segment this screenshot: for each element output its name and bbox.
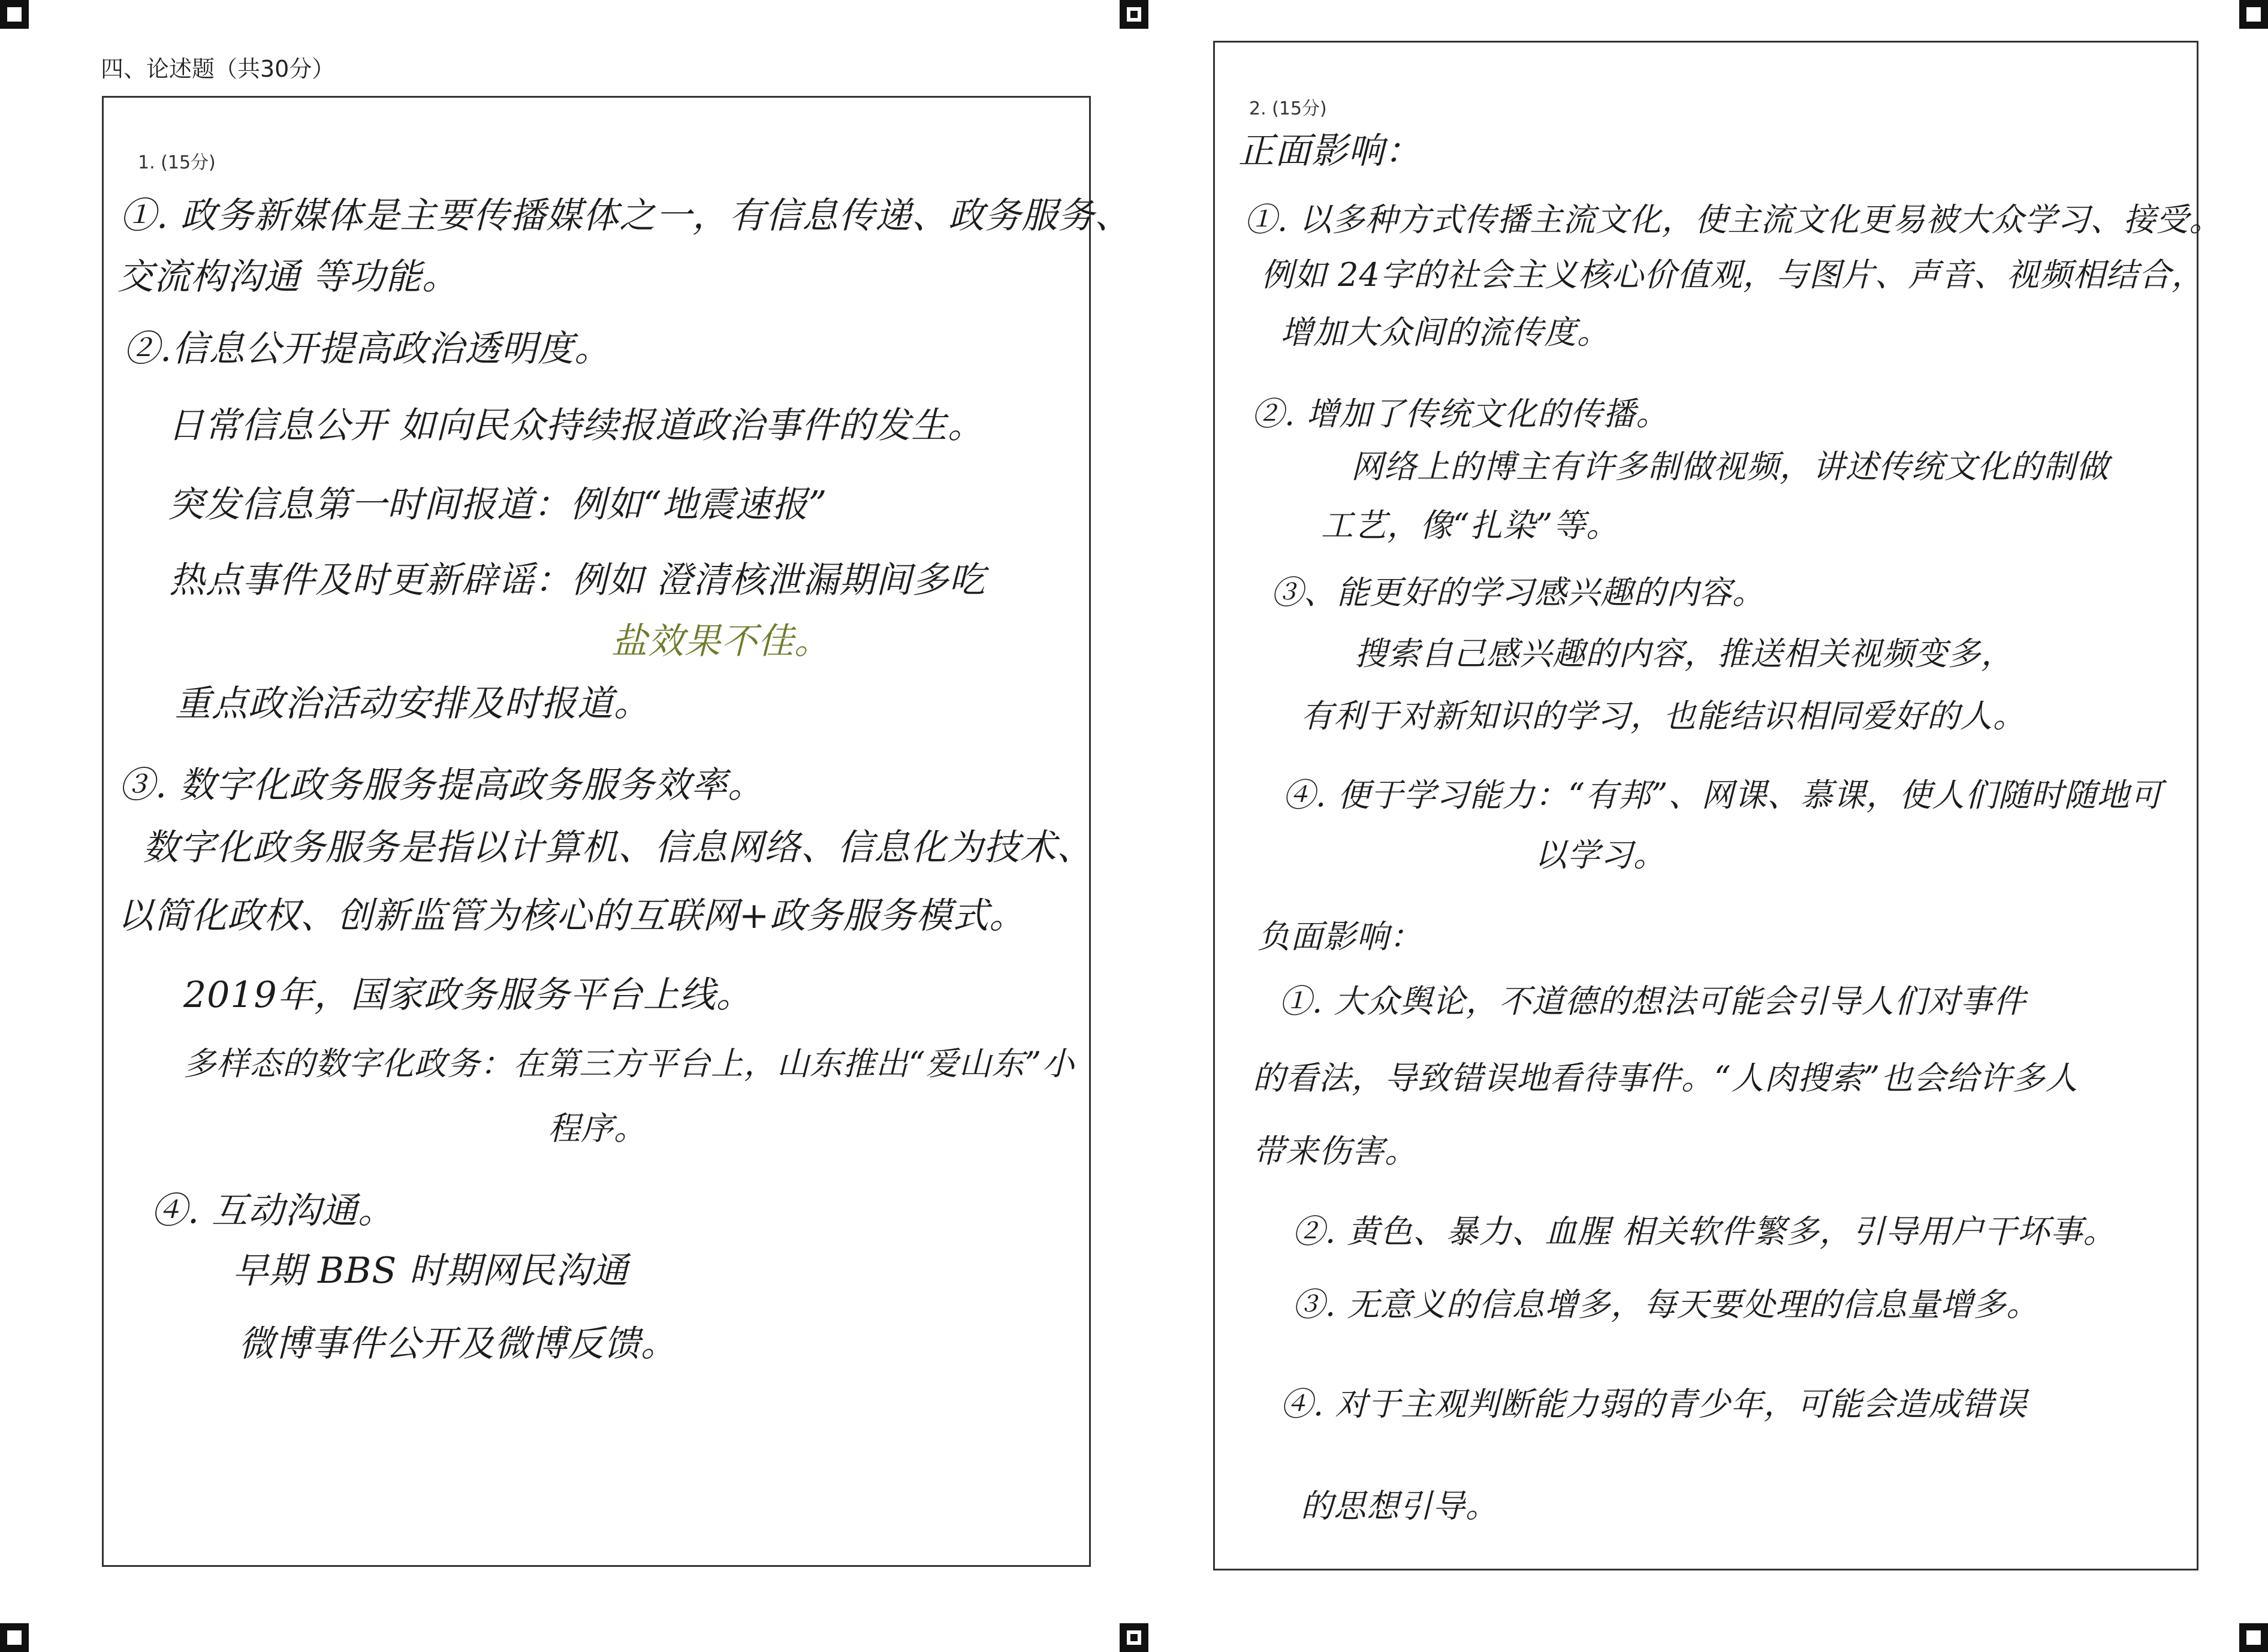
handwriting-line: 日常信息公开 如向民众持续报道政治事件的发生。 <box>168 405 985 447</box>
handwriting-line: ③、能更好的学习感兴趣的内容。 <box>1271 574 1765 611</box>
handwriting-line: 微博事件公开及微博反馈。 <box>239 1323 677 1365</box>
registration-marker-top-right <box>2239 0 2268 29</box>
handwriting-line: 以简化政权、创新监管为核心的互联网+政务服务模式。 <box>117 895 1026 937</box>
handwriting-line: 盐效果不佳。 <box>611 620 831 662</box>
question-label-q2: 2. (15分) <box>1249 98 1327 119</box>
handwriting-line: 多样态的数字化政务：在第三方平台上，山东推出“爱山东”小 <box>183 1045 1075 1083</box>
handwriting-line: 数字化政务服务是指以计算机、信息网络、信息化为技术、 <box>143 827 1093 869</box>
handwriting-line: 程序。 <box>548 1110 647 1147</box>
handwriting-line: ④. 便于学习能力：“有邦”、网课、慕课，使人们随时随地可 <box>1283 776 2163 814</box>
registration-marker-bottom-left <box>0 1623 29 1652</box>
handwriting-line: ①. 政务新媒体是主要传播媒体之一，有信息传递、政务服务、 <box>120 195 1132 237</box>
handwriting-line: 交流构沟通 等功能。 <box>117 256 459 298</box>
handwriting-line: 网络上的博主有许多制做视频，讲述传统文化的制做 <box>1351 448 2109 486</box>
handwriting-line: 的看法，导致错误地看待事件。“人肉搜索”也会给许多人 <box>1253 1059 2079 1097</box>
handwriting-line: 重点政治活动安排及时报道。 <box>175 683 650 725</box>
handwriting-line: ①. 大众舆论，不道德的想法可能会引导人们对事件 <box>1279 982 2026 1020</box>
handwriting-line: 例如 24字的社会主义核心价值观，与图片、声音、视频相结合， <box>1261 256 2204 294</box>
handwriting-line: ②. 黄色、暴力、血腥 相关软件繁多，引导用户干坏事。 <box>1292 1213 2116 1250</box>
handwriting-line: 热点事件及时更新辟谣：例如 澄清核泄漏期间多吃 <box>169 559 986 601</box>
registration-marker-top-center <box>1120 0 1148 29</box>
handwriting-line: 早期 BBS 时期网民沟通 <box>233 1250 629 1292</box>
handwriting-line: ④. 互动沟通。 <box>151 1190 395 1232</box>
handwriting-line: 搜索自己感兴趣的内容，推送相关视频变多， <box>1355 635 2014 673</box>
handwriting-line: 有利于对新知识的学习，也能结识相同爱好的人。 <box>1301 697 2026 735</box>
handwriting-line: 增加大众间的流传度。 <box>1280 313 1610 351</box>
handwriting-line: 工艺，像“扎染”等。 <box>1321 507 1619 544</box>
section-title: 四、论述题（共30分） <box>101 56 335 82</box>
handwriting-line: 正面影响： <box>1238 130 1421 172</box>
handwriting-line: 以学习。 <box>1534 836 1666 874</box>
handwriting-line: 2019年，国家政务服务平台上线。 <box>183 974 753 1016</box>
handwriting-line: ③. 无意义的信息增多，每天要处理的信息量增多。 <box>1292 1286 2040 1324</box>
handwriting-line: 的思想引导。 <box>1301 1487 1498 1525</box>
handwriting-line: ④. 对于主观判断能力弱的青少年，可能会造成错误 <box>1280 1385 2028 1423</box>
registration-marker-top-left <box>0 0 29 29</box>
handwriting-line: ①. 以多种方式传播主流文化，使主流文化更易被大众学习、接受。 <box>1244 201 2222 239</box>
registration-marker-bottom-center <box>1120 1623 1148 1652</box>
registration-marker-bottom-right <box>2239 1623 2268 1652</box>
handwriting-line: 负面影响： <box>1257 918 1422 955</box>
handwriting-line: 带来伤害。 <box>1253 1132 1418 1170</box>
handwriting-line: ②.信息公开提高政治透明度。 <box>123 328 611 370</box>
handwriting-line: 突发信息第一时间报道：例如“地震速报” <box>168 484 828 526</box>
handwriting-line: ②. 增加了传统文化的传播。 <box>1251 395 1669 433</box>
question-label-q1: 1. (15分) <box>138 152 216 173</box>
handwriting-line: ③. 数字化政务服务提高政务服务效率。 <box>119 764 765 806</box>
